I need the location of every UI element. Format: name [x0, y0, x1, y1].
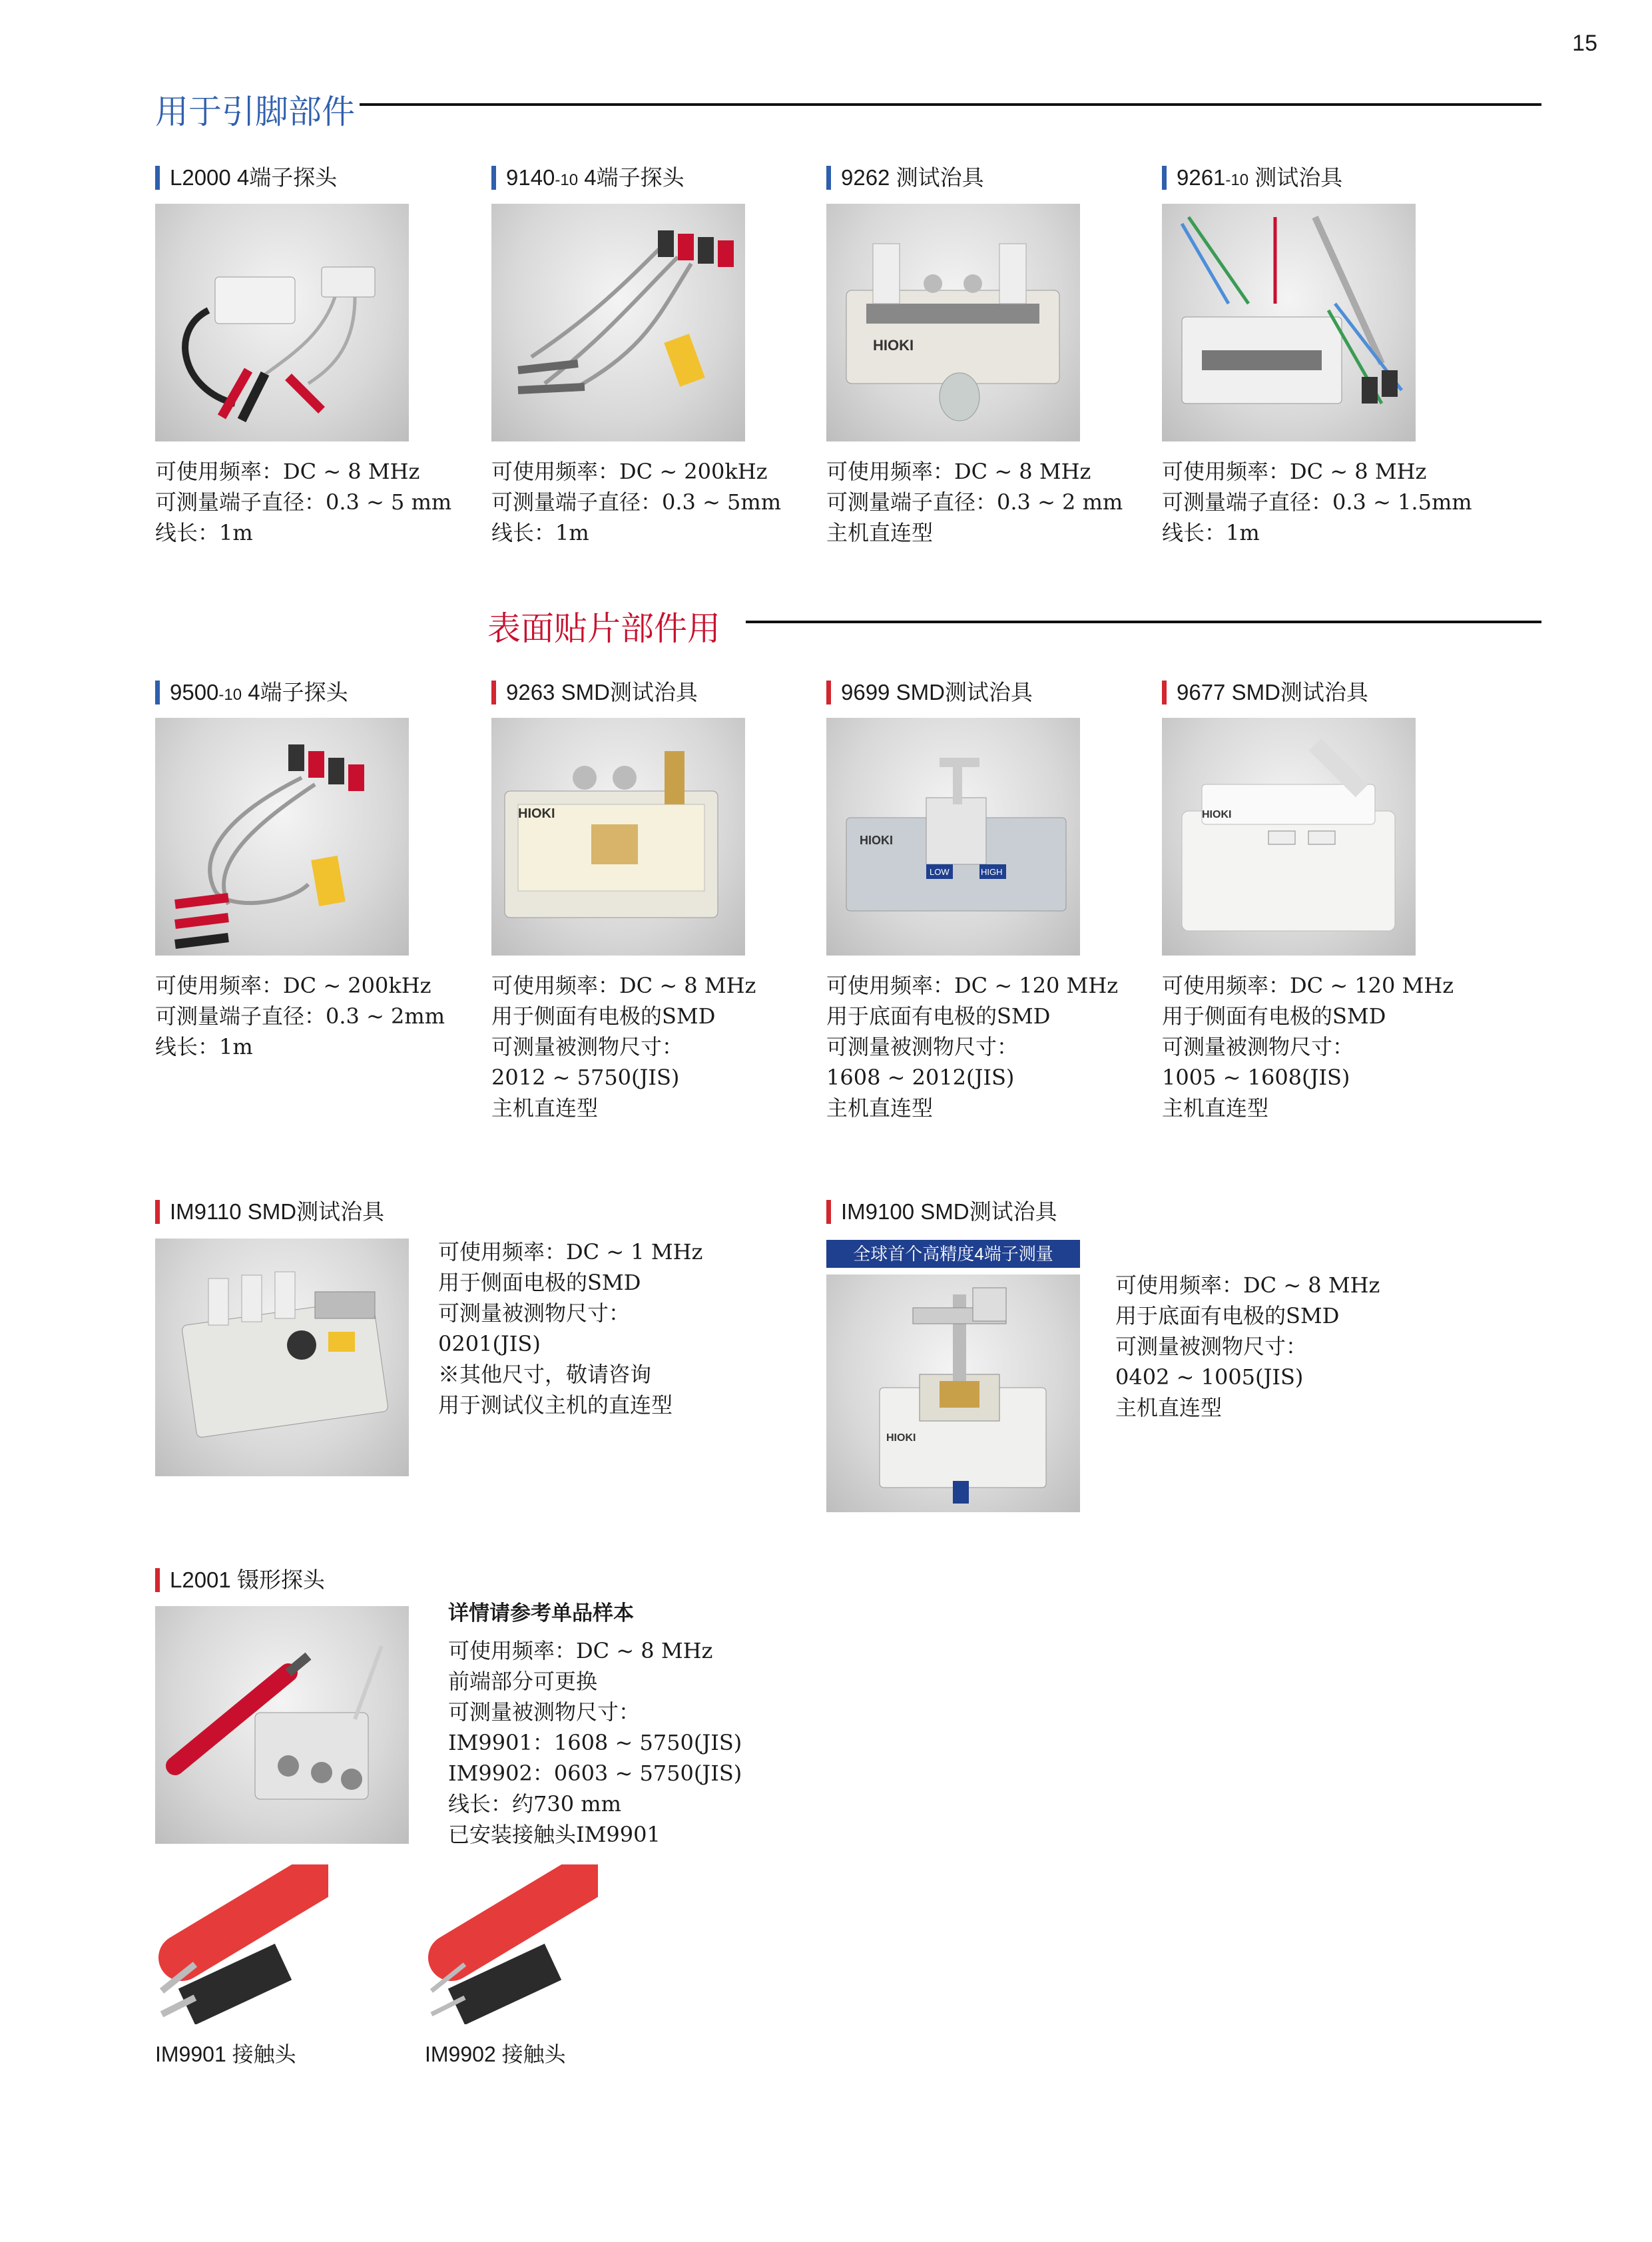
- spec-im9100: 可使用频率：DC ~ 8 MHz 用于底面有电极的SMD 可测量被测物尺寸： 0402 ~ 1005(JIS) 主机直连型: [1115, 1272, 1380, 1420]
- product-title-9140: 9140-10 4端子探头: [491, 164, 685, 194]
- photo-im9110: [155, 1239, 409, 1476]
- svg-text:HIOKI: HIOKI: [1202, 809, 1232, 820]
- note-l2001: 详情请参考单品样本: [448, 1601, 634, 1625]
- caption-im9901: IM9901 接触头: [155, 2042, 296, 2066]
- section-title-lead: 用于引脚部件: [155, 93, 355, 131]
- svg-text:HIOKI: HIOKI: [873, 337, 914, 354]
- spec-9677: 可使用频率：DC ~ 120 MHz 用于侧面有电极的SMD 可测量被测物尺寸： 1005 ~ 1608(JIS) 主机直连型: [1162, 973, 1454, 1121]
- product-title-9699: 9699 SMD测试治具: [826, 679, 1033, 706]
- spec-9263: 可使用频率：DC ~ 8 MHz 用于侧面有电极的SMD 可测量被测物尺寸： 2012 ~ 5750(JIS) 主机直连型: [491, 973, 756, 1121]
- svg-text:HIOKI: HIOKI: [518, 806, 555, 821]
- spec-9500: 可使用频率：DC ~ 200kHz 可测量端子直径：0.3 ~ 2mm 线长：1m: [155, 973, 445, 1059]
- photo-9677: [1162, 718, 1416, 956]
- svg-text:HIOKI: HIOKI: [860, 834, 894, 847]
- section-title-smd: 表面贴片部件用: [487, 609, 720, 648]
- spec-9262: 可使用频率：DC ~ 8 MHz 可测量端子直径：0.3 ~ 2 mm 主机直连型: [826, 459, 1123, 545]
- photo-l2001: [155, 1606, 409, 1844]
- product-title-9263: 9263 SMD测试治具: [491, 679, 698, 706]
- product-title-im9110: IM9110 SMD测试治具: [155, 1199, 384, 1225]
- photo-9261: [1162, 204, 1416, 441]
- photo-9263: [491, 718, 745, 956]
- photo-im9902: [425, 1864, 598, 2024]
- feature-tag-im9100: 全球首个高精度4端子测量: [826, 1240, 1080, 1268]
- section-rule-lead: [360, 103, 1541, 106]
- spec-9699: 可使用频率：DC ~ 120 MHz 用于底面有电极的SMD 可测量被测物尺寸： 1608 ~ 2012(JIS) 主机直连型: [826, 973, 1119, 1121]
- caption-im9902: IM9902 接触头: [425, 2042, 566, 2066]
- product-title-im9100: IM9100 SMD测试治具: [826, 1199, 1057, 1225]
- product-title-l2000: L2000 4端子探头: [155, 164, 337, 191]
- product-title-9261: 9261-10 测试治具: [1162, 164, 1342, 194]
- photo-im9901: [155, 1864, 328, 2024]
- spec-l2001: 详情请参考单品样本 可使用频率：DC ~ 8 MHz 前端部分可更换 可测量被测物尺寸： IM9901：1608 ~ 5750(JIS) IM9902：0603 ~ 5750(JIS) 线长：约730 mm 已安装接触头IM9901: [448, 1598, 742, 1850]
- product-title-9677: 9677 SMD测试治具: [1162, 679, 1368, 706]
- page-number: 15: [1572, 31, 1597, 56]
- product-title-l2001: L2001 镊形探头: [155, 1567, 325, 1593]
- section-rule-smd: [746, 621, 1541, 623]
- photo-9500: [155, 718, 409, 956]
- photo-9699: [826, 718, 1080, 956]
- spec-im9110: 可使用频率：DC ~ 1 MHz 用于侧面电极的SMD 可测量被测物尺寸： 0201(JIS) ※其他尺寸，敬请咨询 用于测试仪主机的直连型: [438, 1239, 703, 1418]
- svg-text:HIGH: HIGH: [981, 867, 1003, 877]
- spec-l2000: 可使用频率：DC ~ 8 MHz 可测量端子直径：0.3 ~ 5 mm 线长：1m: [155, 459, 452, 545]
- product-title-9500: 9500-10 4端子探头: [155, 679, 348, 708]
- product-title-9262: 9262 测试治具: [826, 164, 984, 191]
- spec-9261: 可使用频率：DC ~ 8 MHz 可测量端子直径：0.3 ~ 1.5mm 线长：1m: [1162, 459, 1472, 545]
- photo-l2000: [155, 204, 409, 441]
- photo-im9100: [826, 1274, 1080, 1512]
- photo-9262: [826, 204, 1080, 441]
- photo-9140: [491, 204, 745, 441]
- spec-9140: 可使用频率：DC ~ 200kHz 可测量端子直径：0.3 ~ 5mm 线长：1m: [491, 459, 782, 545]
- svg-text:HIOKI: HIOKI: [886, 1432, 916, 1444]
- svg-text:LOW: LOW: [930, 867, 950, 877]
